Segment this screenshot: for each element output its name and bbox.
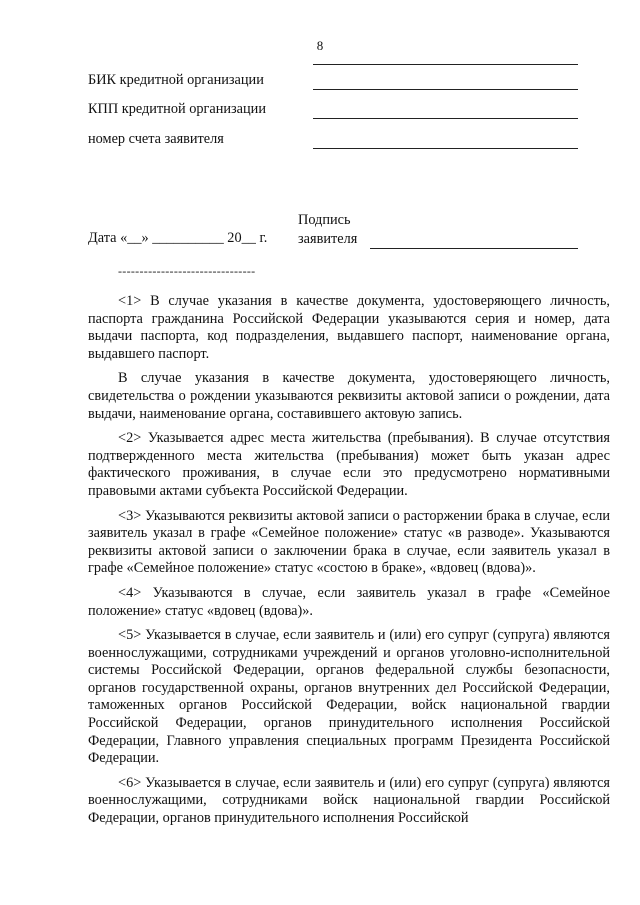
page-number: 8	[316, 38, 324, 53]
footnote-1-continued: В случае указания в качестве документа, удостоверяющего личность, свидетельства о рождении указываются реквизиты актовой записи о рождении, дата выдачи, наименование органа, составившего актовую запись.	[88, 370, 610, 422]
field-bik-line	[313, 89, 578, 90]
field-account-label: номер счета заявителя	[88, 131, 224, 147]
footnotes	[88, 293, 610, 835]
footnote-2: <2> Указывается адрес места жительства (пребывания). В случае отсутствия подтвержденного места жительства (пребывания) может быть указан адрес фактического проживания, в случае если это предусмотрено нормативными правовыми актами субъекта Российской Федерации.	[88, 430, 610, 499]
footnote-3: <3> Указываются реквизиты актовой записи о расторжении брака в случае, если заявитель указал в графе «Семейное положение» статус «в разводе». Указываются реквизиты актовой записи о заключении брака в случае, если заявитель указал в графе «Семейное положение» статус «состою в браке», «вдовец (вдова)».	[88, 507, 610, 577]
signature-caption-line1: Подпись	[298, 212, 351, 228]
field-bik-label: БИК кредитной организации	[88, 72, 264, 88]
footnote-5: <5> Указывается в случае, если заявитель и (или) его супруг (супруга) являются военнослужащими, сотрудниками учреждений и органов уголовно-исполнительной системы Российской Федерации, органов федеральной службы безопасности, органов государственной охраны, органов внутренних дел Российской Федерации, таможенных органов Российской Федерации, войск национальной гвардии Российской Федерации, органов принудительного исполнения Российской Федерации, Главного управления специальных программ Президента Российской Федерации.	[88, 627, 610, 767]
footnote-1: <1> В случае указания в качестве документа, удостоверяющего личность, паспорта гражданина Российской Федерации указываются серия и номер, дата выдачи паспорта, код подразделения, выдавшего паспорт, наименование органа, выдавшего паспорт.	[88, 293, 610, 362]
footnote-4: <4> Указываются в случае, если заявитель указал в графе «Семейное положение» статус «вдовец (вдова)».	[88, 584, 610, 619]
field-bik	[88, 72, 578, 92]
signature-caption-line2: заявителя	[298, 231, 358, 247]
date-line: Дата «__» __________ 20__ г.	[88, 230, 268, 246]
field-kpp-line	[313, 118, 578, 119]
footnote-separator: --------------------------------	[118, 264, 256, 278]
field-account	[88, 131, 578, 151]
field-kpp-label: КПП кредитной организации	[88, 101, 266, 117]
field-kpp	[88, 101, 578, 121]
field-account-line	[313, 148, 578, 149]
top-blank-line	[313, 64, 578, 65]
footnote-6: <6> Указывается в случае, если заявитель и (или) его супруг (супруга) являются военнослужащими, сотрудниками войск национальной гвардии Российской Федерации, органов принудительного исполнения Российской	[88, 774, 610, 827]
signature-line	[370, 248, 578, 249]
signature-caption	[298, 211, 368, 249]
